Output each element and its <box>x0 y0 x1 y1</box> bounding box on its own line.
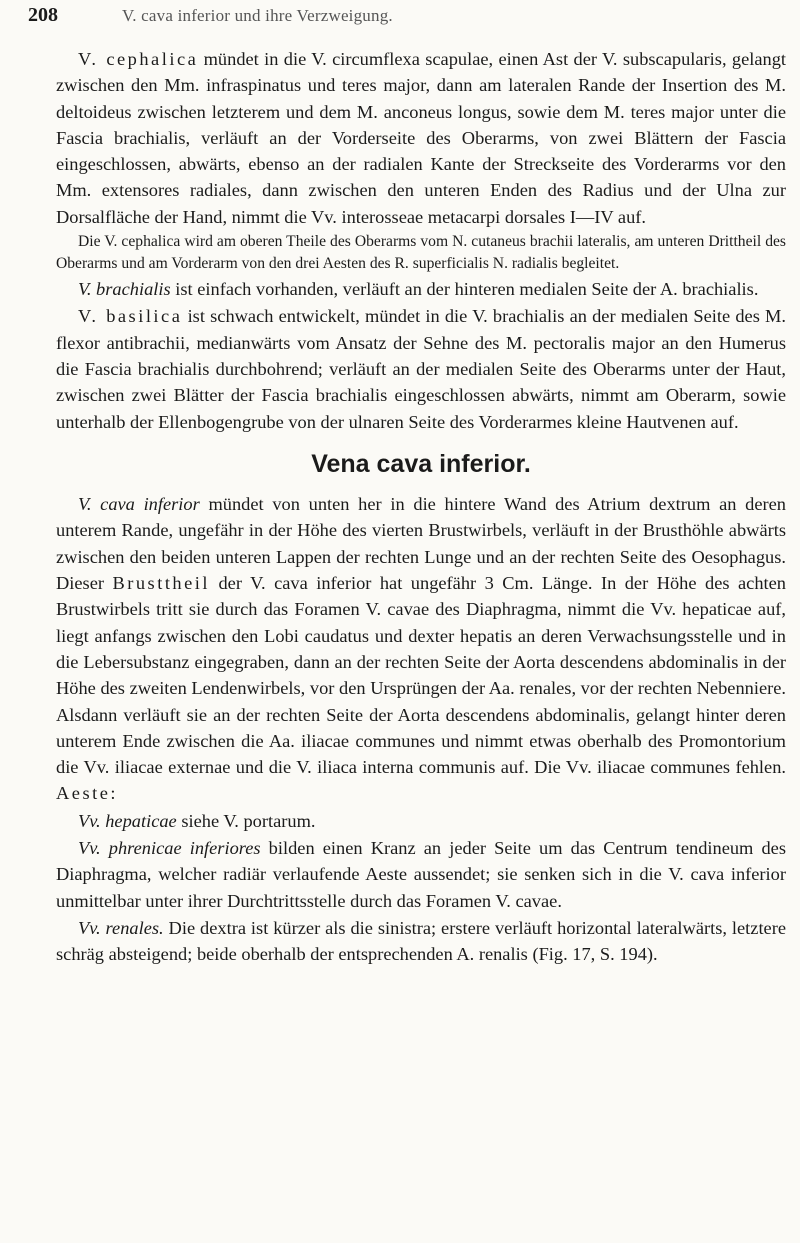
paragraph-vv-renales <box>56 915 786 968</box>
paragraph-v-basilica <box>56 303 786 434</box>
paragraph-text: der V. cava inferior hat ungefähr 3 Cm. Länge. In der Höhe des achten Brustwirbels tritt sie durch das Foramen V. cavae des Diaphragma, nimmt die Vv. hepaticae auf, liegt anfangs zwischen den Lobi caudatus und dexter hepatis an deren Verwachsungsstelle und in die Lebersubstanz eingegraben, dann an der rechten Seite der Aorta descendens abdominalis in der Höhe des zweiten Lendenwirbels, vor den Ursprüngen der Aa. renales, vor der rechten Nebenniere. Alsdann verläuft sie an der rechten Seite der Aorta descendens abdominalis, gelangt hinter deren unterem Ende zwischen die Aa. iliacae communes und nimmt etwas oberhalb des Promontorium die Vv. iliacae externae und die V. iliaca interna communis auf. Die Vv. iliacae communes fehlen. <box>56 573 786 778</box>
paragraph-text: ist einfach vorhanden, verläuft an der hinteren medialen Seite der A. brachialis. <box>170 279 759 300</box>
paragraph-vv-phrenicae <box>56 835 786 914</box>
paragraph-text: mündet in die V. circumflexa scapulae, einen Ast der V. subscapularis, gelangt zwischen den Mm. infraspinatus und teres major, dann am lateralen Rande der Insertion des M. deltoideus zwischen letzterem und dem M. anconeus longus, sowie dem M. teres major unter die Fascia brachialis, verläuft an der Vorderseite des Oberarms, von zwei Blättern der Fascia eingeschlossen, abwärts, ebenso an der radialen Kante der Streckseite des Vorderarms vor den Mm. extensores radiales, dann zwischen den unteren Enden des Radius und der Ulna zur Dorsalfläche der Hand, nimmt die Vv. interosseae metacarpi dorsales I—IV auf. <box>56 49 787 227</box>
section-title: Vena cava inferior. <box>311 449 531 478</box>
paragraph-cephalica-note <box>56 231 786 275</box>
paragraph-text: Die V. cephalica wird am oberen Theile des Oberarms vom N. cutaneus brachii lateralis, am unteren Drittheil des Oberarms und am Vorderarm von den drei Aesten des R. superficialis N. radialis begleitet. <box>56 233 786 273</box>
page-number: 208 <box>28 4 58 26</box>
paragraph-text: bilden einen Kranz an jeder Seite um das Centrum tendineum des Diaphragma, welcher radiär verlaufende Aeste aussendet; sie senken sich in die V. cava inferior unmittelbar unter ihrer Durchtrittsstelle durch das Foramen V. cavae. <box>56 838 786 911</box>
page-header <box>28 4 780 30</box>
term-vv-phrenicae: Vv. phrenicae inferiores <box>78 838 261 859</box>
paragraph-text: : <box>110 783 116 804</box>
paragraph-text: ist schwach entwickelt, mündet in die V. brachialis an der medialen Seite des M. flexor antibrachii, medianwärts vom Ansatz der Sehne des M. pectoralis major an den Humerus die Fascia brachialis durchbohrend; verläuft an der medialen Seite des Oberarms unter der Haut, zwischen zwei Blätter der Fascia brachialis eingeschlossen abwärts, nimmt am Oberarm, sowie unterhalb der Ellenbogengrube von der ulnaren Seite des Vorderarmes kleine Hautvenen auf. <box>56 306 786 432</box>
term-aeste: Aeste <box>56 783 111 804</box>
term-brusttheil: Brusttheil <box>112 573 211 594</box>
term-vv-hepaticae: Vv. hepaticae <box>78 810 177 831</box>
paragraph-vv-hepaticae <box>56 808 786 834</box>
term-v-cephalica: V. cephalica <box>78 49 199 69</box>
paragraph-text: siehe V. portarum. <box>176 810 316 831</box>
term-v-brachialis: V. brachialis <box>78 279 171 300</box>
term-v-basilica: V. basilica <box>78 306 183 327</box>
running-head: V. cava inferior und ihre Verzweigung. <box>122 6 393 25</box>
paragraph-v-cava-inferior <box>56 491 786 807</box>
page-body <box>56 46 786 968</box>
paragraph-text: mündet von unten her in die hintere Wand des Atrium dextrum an deren unterem Rande, ungefähr in der Höhe des vierten Brustwirbels, verläuft in der Brusthöhle abwärts zwischen den beiden unteren Lappen der rechten Lunge und an der rechten Seite des Oesophagus. Dieser <box>56 494 786 594</box>
term-vv-renales: Vv. renales. <box>78 917 164 938</box>
paragraph-v-cephalica <box>56 46 786 230</box>
paragraph-v-brachialis <box>56 276 786 302</box>
paragraph-text: Die dextra ist kürzer als die sinistra; erstere verläuft horizontal lateralwärts, letztere schräg absteigend; beide oberhalb der entsprechenden A. renalis (Fig. 17, S. 194). <box>56 917 787 965</box>
term-v-cava-inferior: V. cava inferior <box>78 494 200 515</box>
